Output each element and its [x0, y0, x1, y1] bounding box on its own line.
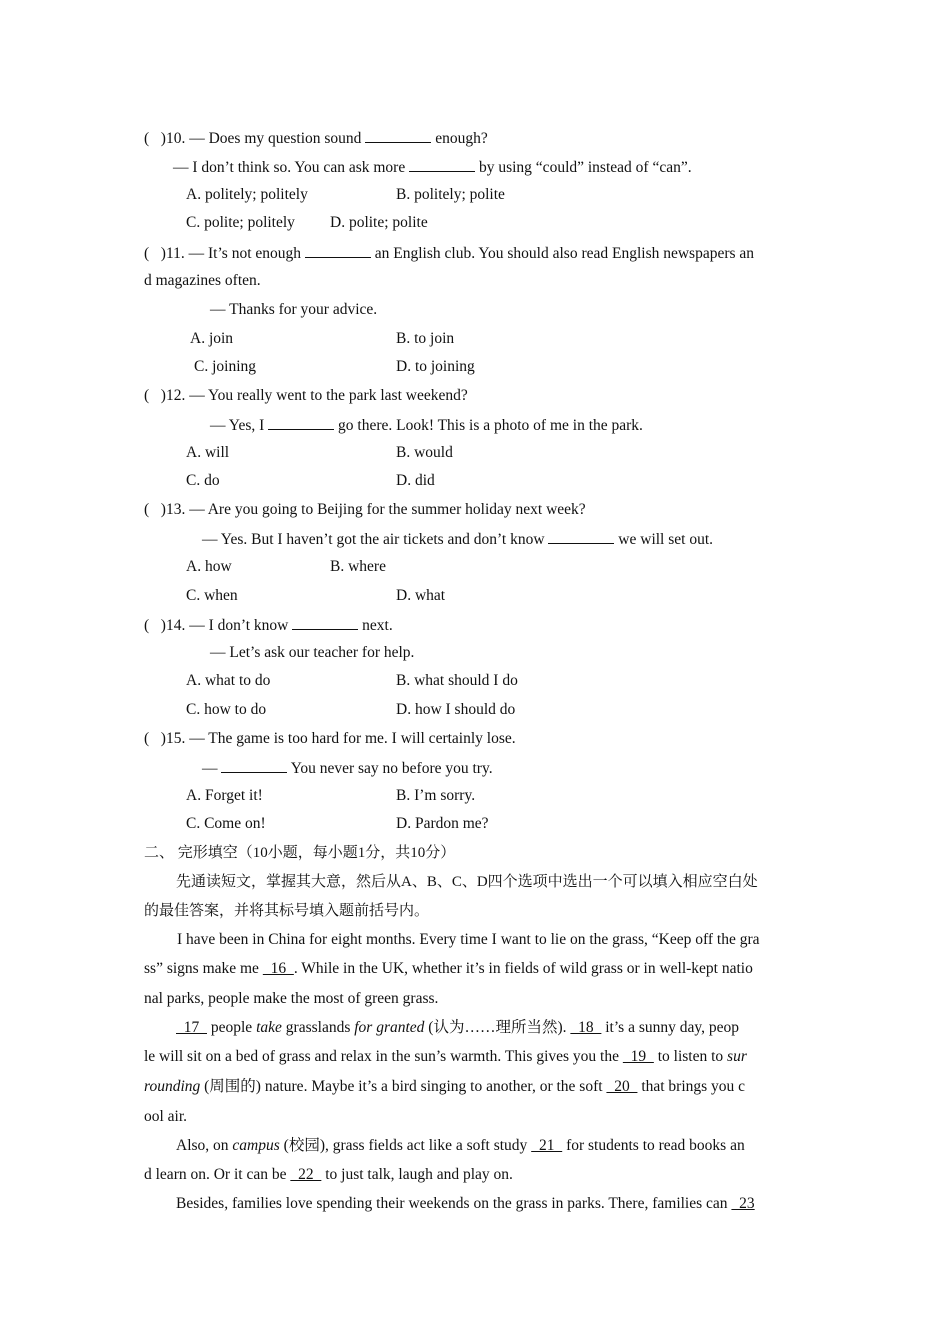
q10-stem: ( )10. — Does my question sound enough?: [144, 127, 488, 149]
q10-answer-paren[interactable]: (: [144, 130, 150, 147]
q10-reply-blank: [409, 156, 475, 172]
q10-option-b: B. politely; polite: [396, 186, 505, 203]
passage-p1-line3: nal parks, people make the most of green grass.: [144, 990, 439, 1007]
q11-reply: — Thanks for your advice.: [210, 301, 378, 318]
passage-p4-line1: Besides, families love spending their weekends on the grass in parks. There, families can 23: [176, 1195, 755, 1212]
q14-option-c: C. how to do: [186, 701, 267, 718]
q14-option-b: B. what should I do: [396, 672, 518, 689]
q11-option-a: A. join: [190, 330, 234, 347]
q12-blank: [268, 414, 334, 430]
section-instructions-line1: 先通读短文，掌握其大意，然后从A、B、C、D四个选项中选出一个可以填入相应空白处: [176, 874, 758, 890]
q15-option-a: A. Forget it!: [186, 787, 263, 804]
blank-16: 16: [262, 960, 294, 977]
q12-answer-paren[interactable]: (: [144, 387, 150, 404]
blank-22: 22: [290, 1166, 322, 1183]
q15-answer-paren[interactable]: (: [144, 730, 150, 747]
blank-19: 19: [622, 1048, 654, 1065]
q15-option-c: C. Come on!: [186, 815, 266, 832]
q13-answer-paren[interactable]: (: [144, 501, 150, 518]
blank-17: 17: [176, 1019, 207, 1036]
blank-23: 23: [731, 1195, 755, 1212]
passage-p3-line1: Also, on campus (校园), grass fields act like a soft study 21 for students to read books an: [176, 1137, 745, 1154]
q14-stem: ( )14. — I don’t know next.: [144, 614, 393, 636]
blank-20: 20: [606, 1078, 638, 1095]
passage-p2-line4: ool air.: [144, 1108, 188, 1125]
section-heading: 二、 完形填空（10小题，每小题1分，共10分）: [144, 845, 456, 861]
q11-option-c: C. joining: [194, 358, 257, 375]
q12-option-d: D. did: [396, 472, 435, 489]
q14-option-d: D. how I should do: [396, 701, 516, 718]
passage-p2-line2: le will sit on a bed of grass and relax in the sun’s warmth. This gives you the 19 to listen to sur: [144, 1048, 747, 1065]
q15-option-d: D. Pardon me?: [396, 815, 489, 832]
q13-option-b: B. where: [330, 558, 386, 575]
q10-option-c: C. polite; politely: [186, 214, 295, 231]
passage-p1-line2: ss” signs make me 16 . While in the UK, whether it’s in fields of wild grass or in well-kept natio: [144, 960, 753, 977]
q15-blank: [221, 757, 287, 773]
q14-answer-paren[interactable]: (: [144, 617, 150, 634]
passage-p2-line3: rounding (周围的) nature. Maybe it’s a bird singing to another, or the soft 20 that brings you c: [144, 1078, 746, 1095]
q13-reply: — Yes. But I haven’t got the air tickets and don’t know we will set out.: [202, 528, 713, 550]
q10-blank: [365, 127, 431, 143]
section-instructions-line2: 的最佳答案，并将其标号填入题前括号内。: [144, 903, 430, 919]
q13-option-d: D. what: [396, 587, 446, 604]
q12-option-c: C. do: [186, 472, 220, 489]
q15-stem: ( )15. — The game is too hard for me. I will certainly lose.: [144, 730, 516, 747]
q15-reply: — You never say no before you try.: [202, 757, 493, 779]
q11-stem: ( )11. — It’s not enough an English club. You should also read English newspapers an: [144, 242, 754, 264]
blank-18: 18: [570, 1019, 602, 1036]
passage-p3-line2: d learn on. Or it can be 22 to just talk, laugh and play on.: [144, 1166, 513, 1183]
q12-option-a: A. will: [186, 444, 230, 461]
q13-stem: ( )13. — Are you going to Beijing for the summer holiday next week?: [144, 501, 586, 518]
blank-21: 21: [531, 1137, 563, 1154]
q13-blank: [548, 528, 614, 544]
q14-option-a: A. what to do: [186, 672, 271, 689]
q12-option-b: B. would: [396, 444, 453, 461]
q11-blank: [305, 242, 371, 258]
q13-option-c: C. when: [186, 587, 238, 604]
q12-reply: — Yes, I go there. Look! This is a photo of me in the park.: [210, 414, 643, 436]
q11-option-b: B. to join: [396, 330, 455, 347]
q10-option-d: D. polite; polite: [330, 214, 428, 231]
q11-answer-paren[interactable]: (: [144, 245, 150, 262]
q10-reply: — I don’t think so. You can ask more by using “could” instead of “can”.: [173, 156, 692, 178]
passage-p1-line1: I have been in China for eight months. Every time I want to lie on the grass, “Keep off the gra: [177, 931, 760, 948]
q12-stem: ( )12. — You really went to the park last weekend?: [144, 387, 468, 404]
passage-p2-line1: 17 people take grasslands for granted (认为……理所当然). 18 it’s a sunny day, peop: [176, 1019, 739, 1036]
q11-option-d: D. to joining: [396, 358, 475, 375]
q11-stem-cont: d magazines often.: [144, 272, 261, 289]
q15-option-b: B. I’m sorry.: [396, 787, 476, 804]
q14-blank: [292, 614, 358, 630]
q14-reply: — Let’s ask our teacher for help.: [210, 644, 415, 661]
q13-option-a: A. how: [186, 558, 232, 575]
q10-option-a: A. politely; politely: [186, 186, 308, 203]
